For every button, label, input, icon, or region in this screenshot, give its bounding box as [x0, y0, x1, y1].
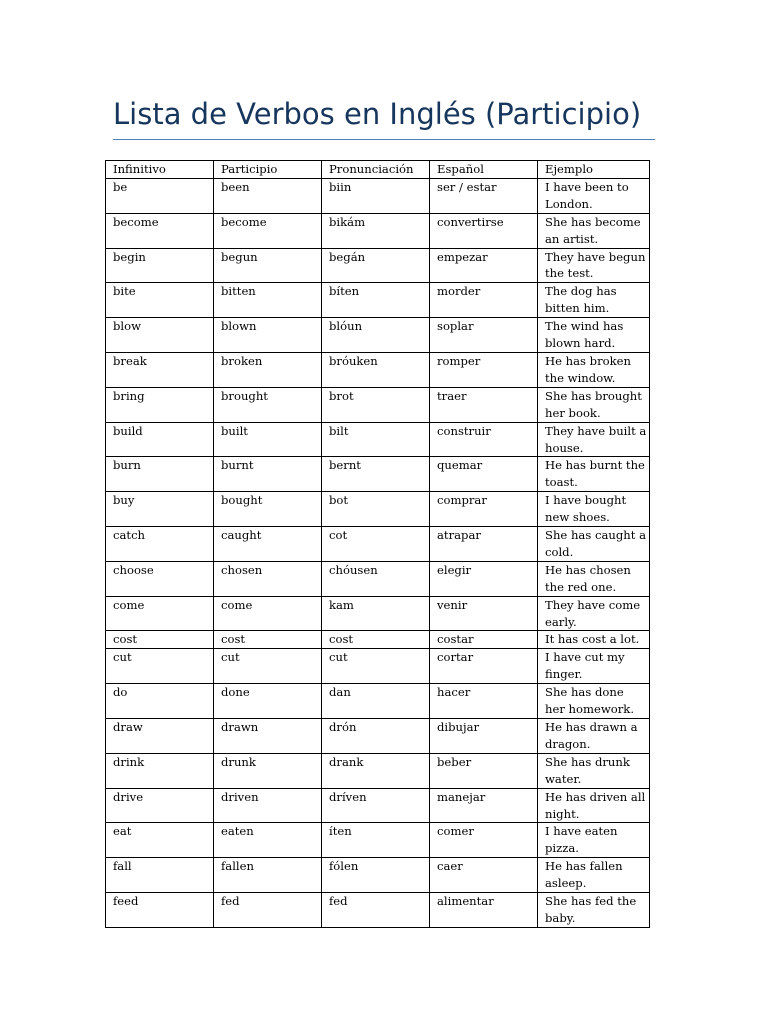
- cell-participio: broken: [214, 352, 322, 387]
- cell-infinitivo: bite: [106, 283, 214, 318]
- table-row: [106, 248, 650, 283]
- cell-participio: cut: [214, 649, 322, 684]
- table-row: [106, 649, 650, 684]
- cell-infinitivo: feed: [106, 893, 214, 928]
- cell-infinitivo: burn: [106, 457, 214, 492]
- cell-pronunciacion: kam: [322, 596, 430, 631]
- cell-infinitivo: buy: [106, 492, 214, 527]
- cell-espanol: morder: [430, 283, 538, 318]
- cell-espanol: construir: [430, 422, 538, 457]
- cell-espanol: manejar: [430, 788, 538, 823]
- cell-espanol: romper: [430, 352, 538, 387]
- cell-ejemplo: They have begun the test.: [538, 248, 650, 283]
- cell-espanol: dibujar: [430, 719, 538, 754]
- cell-infinitivo: be: [106, 178, 214, 213]
- cell-ejemplo: I have cut my finger.: [538, 649, 650, 684]
- cell-infinitivo: become: [106, 213, 214, 248]
- cell-pronunciacion: cost: [322, 631, 430, 649]
- table-row: [106, 387, 650, 422]
- cell-infinitivo: break: [106, 352, 214, 387]
- table-row: [106, 788, 650, 823]
- cell-infinitivo: catch: [106, 527, 214, 562]
- cell-infinitivo: drive: [106, 788, 214, 823]
- cell-espanol: empezar: [430, 248, 538, 283]
- cell-participio: become: [214, 213, 322, 248]
- cell-pronunciacion: fed: [322, 893, 430, 928]
- cell-ejemplo: She has fed the baby.: [538, 893, 650, 928]
- cell-ejemplo: They have come early.: [538, 596, 650, 631]
- cell-espanol: comprar: [430, 492, 538, 527]
- cell-ejemplo: He has driven all night.: [538, 788, 650, 823]
- header-ejemplo: Ejemplo: [538, 161, 650, 179]
- cell-espanol: ser / estar: [430, 178, 538, 213]
- cell-espanol: quemar: [430, 457, 538, 492]
- cell-espanol: hacer: [430, 684, 538, 719]
- cell-infinitivo: drink: [106, 753, 214, 788]
- cell-pronunciacion: brot: [322, 387, 430, 422]
- table-row: [106, 178, 650, 213]
- document-title: Lista de Verbos en Inglés (Participio): [113, 97, 642, 131]
- cell-espanol: beber: [430, 753, 538, 788]
- cell-ejemplo: They have built a house.: [538, 422, 650, 457]
- cell-pronunciacion: chóusen: [322, 561, 430, 596]
- table-row: [106, 213, 650, 248]
- cell-participio: come: [214, 596, 322, 631]
- header-pronunciacion: Pronunciación: [322, 161, 430, 179]
- cell-ejemplo: The wind has blown hard.: [538, 318, 650, 353]
- table-row: [106, 858, 650, 893]
- table-row: [106, 527, 650, 562]
- cell-espanol: venir: [430, 596, 538, 631]
- cell-participio: fallen: [214, 858, 322, 893]
- cell-participio: bitten: [214, 283, 322, 318]
- cell-participio: built: [214, 422, 322, 457]
- cell-pronunciacion: bernt: [322, 457, 430, 492]
- cell-participio: caught: [214, 527, 322, 562]
- cell-participio: blown: [214, 318, 322, 353]
- cell-pronunciacion: dan: [322, 684, 430, 719]
- table-row: [106, 631, 650, 649]
- cell-pronunciacion: íten: [322, 823, 430, 858]
- cell-participio: drawn: [214, 719, 322, 754]
- cell-participio: bought: [214, 492, 322, 527]
- table-row: [106, 753, 650, 788]
- cell-participio: done: [214, 684, 322, 719]
- title-underline: [113, 139, 655, 140]
- table-row: [106, 492, 650, 527]
- table-row: [106, 352, 650, 387]
- cell-infinitivo: build: [106, 422, 214, 457]
- cell-infinitivo: draw: [106, 719, 214, 754]
- cell-ejemplo: He has broken the window.: [538, 352, 650, 387]
- cell-infinitivo: come: [106, 596, 214, 631]
- verbs-table: [105, 160, 650, 928]
- cell-infinitivo: fall: [106, 858, 214, 893]
- table-row: [106, 422, 650, 457]
- cell-participio: eaten: [214, 823, 322, 858]
- cell-infinitivo: do: [106, 684, 214, 719]
- cell-pronunciacion: biin: [322, 178, 430, 213]
- table-row: [106, 561, 650, 596]
- table-row: [106, 596, 650, 631]
- cell-ejemplo: She has brought her book.: [538, 387, 650, 422]
- cell-participio: driven: [214, 788, 322, 823]
- cell-ejemplo: She has done her homework.: [538, 684, 650, 719]
- cell-pronunciacion: bróuken: [322, 352, 430, 387]
- cell-espanol: traer: [430, 387, 538, 422]
- cell-pronunciacion: blóun: [322, 318, 430, 353]
- cell-ejemplo: It has cost a lot.: [538, 631, 650, 649]
- cell-ejemplo: He has drawn a dragon.: [538, 719, 650, 754]
- cell-ejemplo: She has become an artist.: [538, 213, 650, 248]
- cell-espanol: caer: [430, 858, 538, 893]
- cell-infinitivo: bring: [106, 387, 214, 422]
- cell-espanol: atrapar: [430, 527, 538, 562]
- table-row: [106, 318, 650, 353]
- cell-participio: burnt: [214, 457, 322, 492]
- cell-pronunciacion: cut: [322, 649, 430, 684]
- table-header-row: [106, 161, 650, 179]
- cell-ejemplo: He has chosen the red one.: [538, 561, 650, 596]
- cell-ejemplo: I have eaten pizza.: [538, 823, 650, 858]
- cell-participio: begun: [214, 248, 322, 283]
- cell-ejemplo: He has burnt the toast.: [538, 457, 650, 492]
- table-row: [106, 719, 650, 754]
- cell-pronunciacion: bíten: [322, 283, 430, 318]
- cell-pronunciacion: drank: [322, 753, 430, 788]
- verbs-table-body: [106, 178, 650, 927]
- cell-pronunciacion: cot: [322, 527, 430, 562]
- cell-participio: drunk: [214, 753, 322, 788]
- cell-espanol: elegir: [430, 561, 538, 596]
- cell-participio: chosen: [214, 561, 322, 596]
- cell-pronunciacion: drón: [322, 719, 430, 754]
- cell-participio: brought: [214, 387, 322, 422]
- cell-pronunciacion: fólen: [322, 858, 430, 893]
- cell-ejemplo: I have bought new shoes.: [538, 492, 650, 527]
- cell-espanol: soplar: [430, 318, 538, 353]
- cell-participio: cost: [214, 631, 322, 649]
- cell-participio: fed: [214, 893, 322, 928]
- cell-infinitivo: cut: [106, 649, 214, 684]
- header-infinitivo: Infinitivo: [106, 161, 214, 179]
- table-row: [106, 457, 650, 492]
- cell-pronunciacion: dríven: [322, 788, 430, 823]
- cell-infinitivo: eat: [106, 823, 214, 858]
- cell-espanol: cortar: [430, 649, 538, 684]
- cell-pronunciacion: begán: [322, 248, 430, 283]
- table-row: [106, 283, 650, 318]
- header-participio: Participio: [214, 161, 322, 179]
- cell-espanol: comer: [430, 823, 538, 858]
- cell-participio: been: [214, 178, 322, 213]
- header-espanol: Español: [430, 161, 538, 179]
- cell-ejemplo: I have been to London.: [538, 178, 650, 213]
- cell-ejemplo: She has drunk water.: [538, 753, 650, 788]
- cell-pronunciacion: bikám: [322, 213, 430, 248]
- table-row: [106, 893, 650, 928]
- cell-ejemplo: She has caught a cold.: [538, 527, 650, 562]
- table-row: [106, 684, 650, 719]
- cell-infinitivo: choose: [106, 561, 214, 596]
- cell-infinitivo: blow: [106, 318, 214, 353]
- cell-pronunciacion: bilt: [322, 422, 430, 457]
- cell-espanol: costar: [430, 631, 538, 649]
- cell-ejemplo: The dog has bitten him.: [538, 283, 650, 318]
- cell-espanol: convertirse: [430, 213, 538, 248]
- cell-espanol: alimentar: [430, 893, 538, 928]
- cell-pronunciacion: bot: [322, 492, 430, 527]
- table-row: [106, 823, 650, 858]
- cell-infinitivo: cost: [106, 631, 214, 649]
- cell-infinitivo: begin: [106, 248, 214, 283]
- cell-ejemplo: He has fallen asleep.: [538, 858, 650, 893]
